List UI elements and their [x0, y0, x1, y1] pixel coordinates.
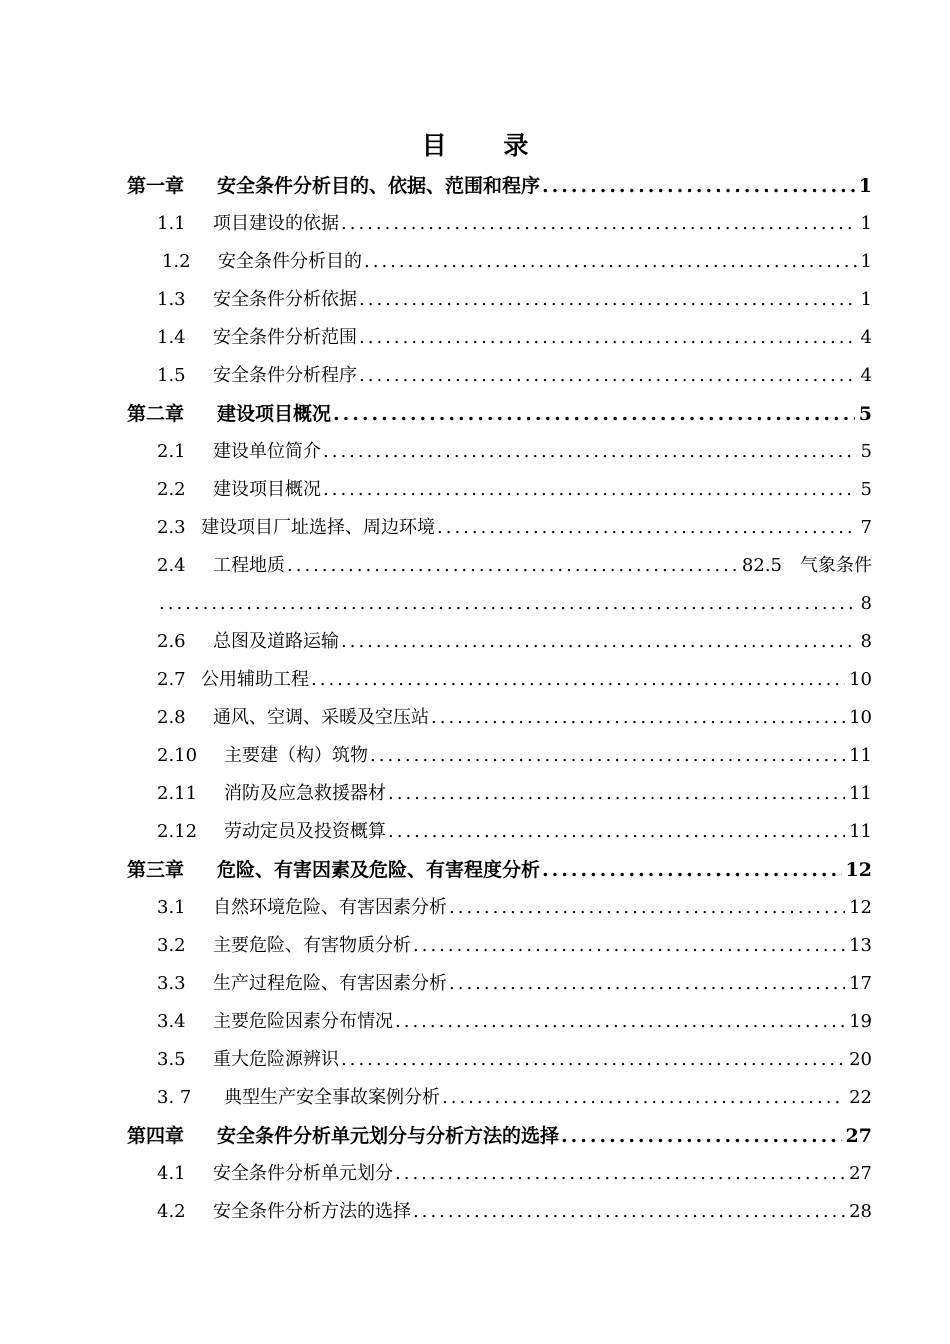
- toc-entry-page: 19: [849, 1011, 872, 1032]
- toc-entry-text: 建设项目概况: [213, 479, 321, 500]
- toc-entry-page: 11: [849, 783, 872, 804]
- toc-entry-page: 5: [860, 479, 872, 500]
- toc-entry-text: 消防及应急救援器材: [224, 783, 386, 804]
- toc-entry[interactable]: [157, 433, 872, 471]
- toc-entry-page: 28: [849, 1201, 872, 1222]
- dot-leader: [413, 1193, 845, 1231]
- toc-entry-page: 10: [849, 669, 872, 690]
- toc-entry-page: 27: [845, 1125, 872, 1147]
- toc-entry-page: 5: [860, 441, 872, 462]
- toc-entry[interactable]: [157, 737, 872, 775]
- toc-entry-page: 1: [860, 289, 872, 310]
- toc-entry-chapter-4[interactable]: [127, 1117, 872, 1155]
- dot-leader: [395, 1003, 845, 1041]
- dot-leader: [323, 471, 857, 509]
- toc-entry-number: 2.1: [157, 441, 186, 462]
- dot-leader: [159, 585, 857, 623]
- toc-entry-number: 第二章: [127, 403, 185, 425]
- dot-leader: [542, 167, 855, 205]
- toc-entry-text: 建设项目厂址选择、周边环境: [201, 517, 435, 538]
- toc-entry-page: 1: [860, 213, 872, 234]
- toc-entry-number: 3.5: [157, 1049, 186, 1070]
- toc-entry[interactable]: [157, 927, 872, 965]
- toc-entry-text: 主要建（构）筑物: [224, 745, 368, 766]
- toc-entry[interactable]: [157, 319, 872, 357]
- toc-entry-page: 4: [860, 365, 872, 386]
- toc-entry-page: 17: [849, 973, 872, 994]
- toc-entry[interactable]: [157, 547, 872, 585]
- toc-entry[interactable]: [157, 205, 872, 243]
- toc-entry[interactable]: [157, 1193, 872, 1231]
- toc-entry[interactable]: [157, 509, 872, 547]
- toc-entry-text: 安全条件分析范围: [213, 327, 357, 348]
- dot-leader: [333, 395, 855, 433]
- toc-entry-page: 1: [858, 175, 872, 197]
- toc-entry-chapter-3[interactable]: [127, 851, 872, 889]
- dot-leader: [359, 281, 857, 319]
- toc-entry-continuation[interactable]: [157, 585, 872, 623]
- toc-entry-number: 2.10: [157, 745, 198, 766]
- dot-leader: [341, 1041, 845, 1079]
- toc-entry-number: 4.2: [157, 1201, 186, 1222]
- toc-entry-text: 生产过程危险、有害因素分析: [213, 973, 447, 994]
- dot-leader: [370, 737, 845, 775]
- dot-leader: [287, 547, 738, 585]
- toc-entry-page: 8: [860, 631, 872, 652]
- toc-entry[interactable]: [157, 889, 872, 927]
- toc-entry-number: 3.3: [157, 973, 186, 994]
- dot-leader: [364, 243, 857, 281]
- toc-entry-number: 2.11: [157, 783, 198, 804]
- toc-entry-text: 典型生产安全事故案例分析: [224, 1087, 440, 1108]
- toc-entry[interactable]: [157, 623, 872, 661]
- dot-leader: [323, 433, 857, 471]
- dot-leader: [413, 927, 845, 965]
- toc-entry-page: 5: [858, 403, 872, 425]
- toc-entry-number: 第四章: [127, 1125, 185, 1147]
- toc-entry-page: 22: [849, 1087, 872, 1108]
- toc-entry[interactable]: [157, 813, 872, 851]
- toc-entry-number: 2.3: [157, 517, 186, 538]
- dot-leader: [449, 889, 845, 927]
- toc-entry-chapter-2[interactable]: [127, 395, 872, 433]
- dot-leader: [311, 661, 845, 699]
- dot-leader: [359, 319, 857, 357]
- dot-leader: [388, 813, 845, 851]
- toc-entry-number: 3.4: [157, 1011, 186, 1032]
- dot-leader: [341, 205, 857, 243]
- toc-entry-number: 1.1: [157, 213, 186, 234]
- toc-entry-text: 劳动定员及投资概算: [224, 821, 386, 842]
- dot-leader: [437, 509, 857, 547]
- toc-entry-number: 3.1: [157, 897, 186, 918]
- toc-entry-page: 1: [860, 251, 872, 272]
- toc-entry[interactable]: [157, 661, 872, 699]
- toc-entry[interactable]: [157, 1003, 872, 1041]
- toc-entry-number: 1.3: [157, 289, 186, 310]
- toc-entry[interactable]: [157, 965, 872, 1003]
- toc-entry-text: 主要危险因素分布情况: [213, 1011, 393, 1032]
- toc-entry-page: 8: [860, 593, 872, 614]
- toc-entry-page: 11: [849, 745, 872, 766]
- toc-entry-text: 项目建设的依据: [213, 213, 339, 234]
- toc-entry-page: 10: [849, 707, 872, 728]
- toc-entry-number: 2.12: [157, 821, 198, 842]
- toc-entry-page: 11: [849, 821, 872, 842]
- toc-entry-text: 主要危险、有害物质分析: [213, 935, 411, 956]
- toc-entry-page: 4: [860, 327, 872, 348]
- toc-entry-text: 安全条件分析程序: [213, 365, 357, 386]
- toc-entry-text: 总图及道路运输: [213, 631, 339, 652]
- toc-entry[interactable]: [157, 1041, 872, 1079]
- toc-entry[interactable]: [157, 699, 872, 737]
- toc-entry[interactable]: [157, 775, 872, 813]
- toc-entry-page: 13: [849, 935, 872, 956]
- toc-title: 目 录: [421, 131, 553, 160]
- toc-entry-text: 安全条件分析方法的选择: [213, 1201, 411, 1222]
- toc-entry-number: 2.6: [157, 631, 186, 652]
- dot-leader: [388, 775, 845, 813]
- toc-entry-text: 安全条件分析单元划分与分析方法的选择: [217, 1125, 560, 1147]
- toc-entry-text: 建设单位简介: [213, 441, 321, 462]
- toc-entry-text: 工程地质: [213, 555, 285, 576]
- toc-entry-text: 建设项目概况: [217, 403, 332, 425]
- toc-entry[interactable]: [157, 357, 872, 395]
- dot-leader: [359, 357, 857, 395]
- toc-entry-number: 3. 7: [157, 1087, 192, 1108]
- toc-entry-number: 1.4: [157, 327, 186, 348]
- toc-entry-number: 2.4: [157, 555, 186, 576]
- dot-leader: [561, 1117, 842, 1155]
- toc-entry-text: 安全条件分析目的、依据、范围和程序: [217, 175, 541, 197]
- toc-entry[interactable]: [157, 1079, 872, 1117]
- toc-entry-number: 第三章: [127, 859, 185, 881]
- toc-entry-page: 27: [849, 1163, 872, 1184]
- dot-leader: [431, 699, 845, 737]
- toc-entry-number: 2.2: [157, 479, 186, 500]
- toc-entry-number: 第一章: [127, 175, 185, 197]
- toc-entry-text: 安全条件分析依据: [213, 289, 357, 310]
- dot-leader: [341, 623, 857, 661]
- toc-entry-text: 自然环境危险、有害因素分析: [213, 897, 447, 918]
- toc-entry-page: 20: [849, 1049, 872, 1070]
- toc-entry-number: 3.2: [157, 935, 186, 956]
- toc-entry-text: 重大危险源辨识: [213, 1049, 339, 1070]
- toc-entry-page: 12: [845, 859, 872, 881]
- toc-entry-text: 公用辅助工程: [201, 669, 309, 690]
- toc-entry-number: 2.7: [157, 669, 186, 690]
- toc-entry-number: 4.1: [157, 1163, 186, 1184]
- toc-entry[interactable]: [157, 471, 872, 509]
- toc-entry-text: 通风、空调、采暖及空压站: [213, 707, 429, 728]
- toc-entry-number: 2.8: [157, 707, 186, 728]
- toc-entry-number: 1.2: [162, 251, 191, 272]
- toc-entry-page: 7: [860, 517, 872, 538]
- toc-entry-number: 1.5: [157, 365, 186, 386]
- toc-entry-text: 安全条件分析单元划分: [213, 1163, 393, 1184]
- toc-entry-page: 12: [849, 897, 872, 918]
- dot-leader: [395, 1155, 845, 1193]
- dot-leader: [542, 851, 842, 889]
- toc-entry-chapter-1[interactable]: [127, 167, 872, 205]
- toc-entry-text: 安全条件分析目的: [218, 251, 362, 272]
- dot-leader: [442, 1079, 845, 1117]
- dot-leader: [449, 965, 845, 1003]
- toc-entry-text: 危险、有害因素及危险、有害程度分析: [217, 859, 541, 881]
- toc-entry[interactable]: [162, 243, 872, 281]
- toc-entry-page: 82.5 气象条件: [741, 555, 872, 576]
- toc-entry[interactable]: [157, 281, 872, 319]
- toc-entry[interactable]: [157, 1155, 872, 1193]
